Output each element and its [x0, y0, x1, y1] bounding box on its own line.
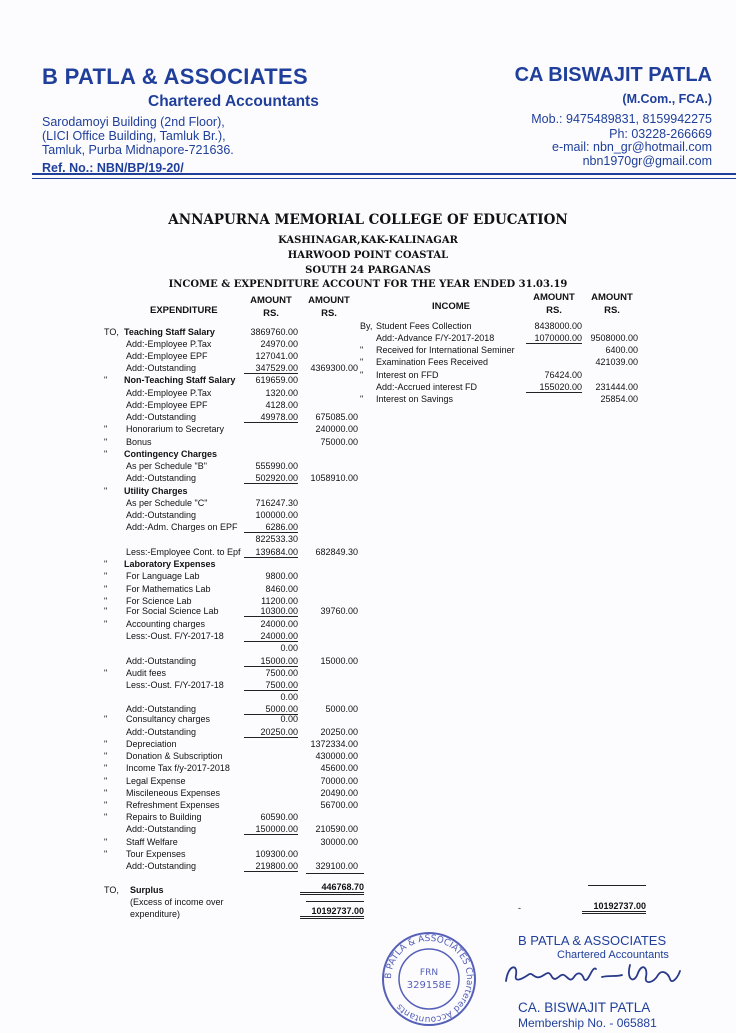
expenditure-amount-2: 70000.00: [320, 776, 358, 786]
surplus-note-1: (Excess of income over: [130, 897, 224, 907]
expenditure-amount-1: 109300.00: [255, 849, 298, 859]
amount-header-4: AMOUNT: [591, 292, 633, 303]
expenditure-label: Add:-Outstanding: [126, 412, 197, 422]
expenditure-amount-1: 8460.00: [265, 584, 298, 594]
expenditure-label: Miscileneous Expenses: [126, 788, 221, 798]
expenditure-prefix: ": [104, 584, 108, 594]
expenditure-prefix: ": [104, 571, 108, 581]
expenditure-label: Less:-Employee Cont. to Epf: [126, 547, 241, 557]
svg-text:FRN: FRN: [419, 968, 439, 978]
income-prefix: ": [360, 357, 364, 367]
ca-qualification: (M.Com., FCA.): [622, 92, 712, 106]
expenditure-label: Add:-Employee P.Tax: [126, 339, 212, 349]
expenditure-label: Less:-Oust. F/Y-2017-18: [126, 631, 224, 641]
expenditure-amount-1: 10300.00: [244, 606, 298, 617]
income-label: Interest on Savings: [376, 394, 454, 404]
expenditure-amount-1: 24000.00: [244, 631, 298, 642]
expenditure-amount-1: 150000.00: [244, 824, 298, 835]
expenditure-amount-1: 3869760.00: [250, 327, 298, 337]
doc-line-5: INCOME & EXPENDITURE ACCOUNT FOR THE YEAR ENDED 31.03.19: [168, 279, 568, 290]
expenditure-label: Add:-Employee EPF: [126, 351, 208, 361]
expenditure-label: Laboratory Expenses: [124, 559, 216, 569]
expenditure-amount-2: 75000.00: [320, 437, 358, 447]
expenditure-label: For Social Science Lab: [126, 606, 219, 616]
income-label: Student Fees Collection: [376, 321, 472, 331]
income-label: Add:-Advance F/Y-2017-2018: [376, 333, 495, 343]
surplus-label: Surplus: [130, 885, 164, 895]
expenditure-amount-2: 30000.00: [320, 837, 358, 847]
expenditure-amount-2: 675085.00: [315, 412, 358, 422]
income-label: Examination Fees Received: [376, 357, 489, 367]
surplus-prefix: TO,: [104, 885, 119, 895]
expenditure-amount-2: 39760.00: [320, 606, 358, 616]
doc-line-2: KASHINAGAR,KAK-KALINAGAR: [278, 235, 458, 246]
expenditure-prefix: ": [104, 668, 108, 678]
reference-number: Ref. No.: NBN/BP/19-20/: [42, 161, 184, 175]
income-amount-2: 25854.00: [600, 394, 638, 404]
rs-header-2: RS.: [321, 308, 337, 319]
expenditure-amount-1: 219800.00: [244, 861, 298, 872]
signature-firm: B PATLA & ASSOCIATES: [518, 933, 667, 948]
ca-name: CA BISWAJIT PATLA: [514, 64, 712, 86]
expenditure-label: Add:-Outstanding: [126, 824, 197, 834]
rs-header-1: RS.: [263, 308, 279, 319]
email-1: e-mail: nbn_gr@hotmail.com: [552, 140, 712, 154]
address-line-3: Tamluk, Purba Midnapore-721636.: [42, 143, 234, 157]
expenditure-amount-2: 4369300.00: [310, 363, 358, 373]
expenditure-amount-1: 502920.00: [244, 473, 298, 484]
doc-title: ANNAPURNA MEMORIAL COLLEGE OF EDUCATION: [168, 212, 568, 228]
firm-name: B PATLA & ASSOCIATES: [42, 64, 308, 89]
doc-line-3: HARWOOD POINT COASTAL: [287, 250, 449, 261]
income-header: INCOME: [432, 301, 470, 312]
expenditure-label: Honorarium to Secretary: [126, 424, 225, 434]
expenditure-prefix: ": [104, 375, 108, 385]
expenditure-amount-1: 127041.00: [255, 351, 298, 361]
surplus-rule: [306, 873, 364, 874]
total-rule-right: [588, 885, 646, 886]
income-amount-2: 421039.00: [595, 357, 638, 367]
letterhead-rule: [32, 173, 736, 175]
expenditure-prefix: ": [104, 424, 108, 434]
expenditure-label: For Mathematics Lab: [126, 584, 211, 594]
expenditure-label: Accounting charges: [126, 619, 206, 629]
income-prefix: ": [360, 370, 364, 380]
expenditure-label: For Science Lab: [126, 596, 192, 606]
expenditure-label: Add:-Employee P.Tax: [126, 388, 212, 398]
expenditure-label: As per Schedule "C": [126, 498, 208, 508]
expenditure-label: Repairs to Building: [126, 812, 202, 822]
dash: -: [518, 903, 521, 913]
amount-header-1: AMOUNT: [250, 295, 292, 306]
expenditure-prefix: ": [104, 714, 108, 724]
expenditure-prefix: ": [104, 437, 108, 447]
rs-header-4: RS.: [604, 305, 620, 316]
expenditure-label: Add:-Outstanding: [126, 861, 197, 871]
firm-subtitle: Chartered Accountants: [148, 93, 319, 110]
expenditure-amount-2: 20250.00: [320, 727, 358, 737]
expenditure-label: Staff Welfare: [126, 837, 178, 847]
expenditure-amount-2: 5000.00: [325, 704, 358, 714]
address-line-1: Sarodamoyi Building (2nd Floor),: [42, 115, 225, 129]
expenditure-amount-1: 9800.00: [265, 571, 298, 581]
stamp-seal-icon: [380, 930, 478, 1028]
expenditure-amount-1: 24000.00: [260, 619, 298, 629]
income-label: Interest on FFD: [376, 370, 439, 380]
income-prefix: ": [360, 345, 364, 355]
expenditure-header: EXPENDITURE: [150, 305, 218, 316]
expenditure-label: Less:-Oust. F/Y-2017-18: [126, 680, 224, 690]
expenditure-label: Legal Expense: [126, 776, 186, 786]
surplus-amount: 446768.70: [300, 882, 364, 895]
expenditure-amount-2: 210590.00: [315, 824, 358, 834]
amount-header-2: AMOUNT: [308, 295, 350, 306]
expenditure-amount-2: 20490.00: [320, 788, 358, 798]
expenditure-label: Utility Charges: [124, 486, 188, 496]
expenditure-amount-1: 11200.00: [261, 596, 298, 606]
expenditure-amount-1: 7500.00: [265, 668, 298, 678]
expenditure-prefix: ": [104, 800, 108, 810]
expenditure-prefix: ": [104, 849, 108, 859]
expenditure-label: Add:-Outstanding: [126, 656, 197, 666]
income-label: Add:-Accrued interest FD: [376, 382, 478, 392]
expenditure-amount-2: 45600.00: [320, 763, 358, 773]
expenditure-amount-2: 329100.00: [315, 861, 358, 871]
expenditure-label: For Language Lab: [126, 571, 200, 581]
expenditure-label: Add:-Outstanding: [126, 704, 197, 714]
expenditure-prefix: ": [104, 449, 108, 459]
doc-line-4: SOUTH 24 PARGANAS: [305, 265, 431, 276]
total-rule-left: [306, 901, 364, 902]
expenditure-label: Refreshment Expenses: [126, 800, 220, 810]
expenditure-amount-1: 619659.00: [255, 375, 298, 385]
signature-name: CA. BISWAJIT PATLA: [518, 1000, 651, 1015]
handwritten-signature-icon: [498, 955, 688, 995]
expenditure-prefix: ": [104, 788, 108, 798]
expenditure-amount-1: 15000.00: [244, 656, 298, 667]
rs-header-3: RS.: [546, 305, 562, 316]
expenditure-prefix: ": [104, 486, 108, 496]
expenditure-label: Audit fees: [126, 668, 167, 678]
amount-header-3: AMOUNT: [533, 292, 575, 303]
expenditure-label: Add:-Outstanding: [126, 510, 197, 520]
expenditure-amount-2: 56700.00: [320, 800, 358, 810]
expenditure-label: Consultancy charges: [126, 714, 211, 724]
expenditure-label: As per Schedule "B": [126, 461, 207, 471]
income-amount-1: 155020.00: [526, 382, 582, 393]
expenditure-amount-1: 49978.00: [244, 412, 298, 423]
income-amount-2: 231444.00: [595, 382, 638, 392]
expenditure-amount-1: 0.00: [280, 643, 298, 653]
expenditure-label: Non-Teaching Staff Salary: [124, 375, 236, 385]
expenditure-amount-1: 139684.00: [244, 547, 298, 558]
expenditure-total: 10192737.00: [300, 906, 364, 919]
expenditure-prefix: ": [104, 619, 108, 629]
expenditure-amount-1: 100000.00: [255, 510, 298, 520]
expenditure-amount-1: 822533.30: [255, 534, 298, 544]
membership-number: Membership No. - 065881: [518, 1016, 657, 1030]
expenditure-amount-1: 5000.00: [244, 704, 298, 715]
firm-stamp: [380, 930, 478, 1028]
expenditure-label: Bonus: [126, 437, 152, 447]
expenditure-label: Income Tax f/y-2017-2018: [126, 763, 230, 773]
income-prefix: By,: [360, 321, 373, 331]
expenditure-amount-1: 0.00: [280, 714, 298, 724]
income-total: 10192737.00: [582, 901, 646, 914]
expenditure-amount-1: 60590.00: [260, 812, 298, 822]
expenditure-prefix: ": [104, 776, 108, 786]
expenditure-amount-2: 1372334.00: [310, 739, 358, 749]
expenditure-prefix: ": [104, 739, 108, 749]
income-amount-1: 1070000.00: [526, 333, 582, 344]
email-2: nbn1970gr@gmail.com: [582, 154, 712, 168]
expenditure-amount-2: 430000.00: [315, 751, 358, 761]
expenditure-label: Add:-Outstanding: [126, 473, 197, 483]
expenditure-prefix: ": [104, 837, 108, 847]
expenditure-prefix: TO,: [104, 327, 119, 337]
expenditure-amount-1: 347529.00: [244, 363, 298, 374]
expenditure-label: Teaching Staff Salary: [124, 327, 215, 337]
income-amount-1: 76424.00: [544, 370, 582, 380]
address-line-2: (LICI Office Building, Tamluk Br.),: [42, 129, 226, 143]
expenditure-amount-1: 1320.00: [265, 388, 298, 398]
svg-text:329158E: 329158E: [406, 980, 452, 991]
income-amount-2: 9508000.00: [590, 333, 638, 343]
svg-text:B PATLA & ASSOCIATES Chartered: B PATLA & ASSOCIATES Chartered Accountants: [383, 933, 475, 1025]
expenditure-prefix: ": [104, 812, 108, 822]
mobile-numbers: Mob.: 9475489831, 8159942275: [531, 112, 712, 126]
phone-number: Ph: 03228-266669: [609, 127, 712, 141]
income-label: Received for International Seminer: [376, 345, 515, 355]
expenditure-amount-1: 24970.00: [260, 339, 298, 349]
expenditure-prefix: ": [104, 763, 108, 773]
expenditure-label: Contingency Charges: [124, 449, 218, 459]
expenditure-prefix: ": [104, 751, 108, 761]
expenditure-amount-1: 7500.00: [244, 680, 298, 691]
expenditure-prefix: ": [104, 559, 108, 569]
expenditure-amount-1: 0.00: [280, 692, 298, 702]
income-prefix: ": [360, 394, 364, 404]
income-amount-2: 6400.00: [605, 345, 638, 355]
expenditure-amount-1: 4128.00: [265, 400, 298, 410]
expenditure-label: Add:-Adm. Charges on EPF: [126, 522, 238, 532]
expenditure-label: Donation & Subscription: [126, 751, 223, 761]
expenditure-amount-1: 20250.00: [244, 727, 298, 738]
expenditure-amount-2: 15000.00: [320, 656, 358, 666]
expenditure-label: Add:-Employee EPF: [126, 400, 208, 410]
expenditure-amount-2: 1058910.00: [310, 473, 358, 483]
income-amount-1: 8438000.00: [534, 321, 582, 331]
surplus-note-2: expenditure): [130, 909, 181, 919]
expenditure-prefix: ": [104, 596, 108, 606]
letterhead-rule-thin: [32, 178, 736, 179]
expenditure-label: Tour Expenses: [126, 849, 186, 859]
expenditure-amount-2: 240000.00: [315, 424, 358, 434]
expenditure-amount-1: 555990.00: [255, 461, 298, 471]
expenditure-label: Depreciation: [126, 739, 177, 749]
expenditure-prefix: ": [104, 606, 108, 616]
expenditure-label: Add:-Outstanding: [126, 727, 197, 737]
expenditure-amount-1: 716247.30: [255, 498, 298, 508]
signature-subtitle: Chartered Accountants: [557, 949, 669, 961]
expenditure-amount-2: 682849.30: [315, 547, 358, 557]
expenditure-label: Add:-Outstanding: [126, 363, 197, 373]
expenditure-amount-1: 6286.00: [244, 522, 298, 533]
